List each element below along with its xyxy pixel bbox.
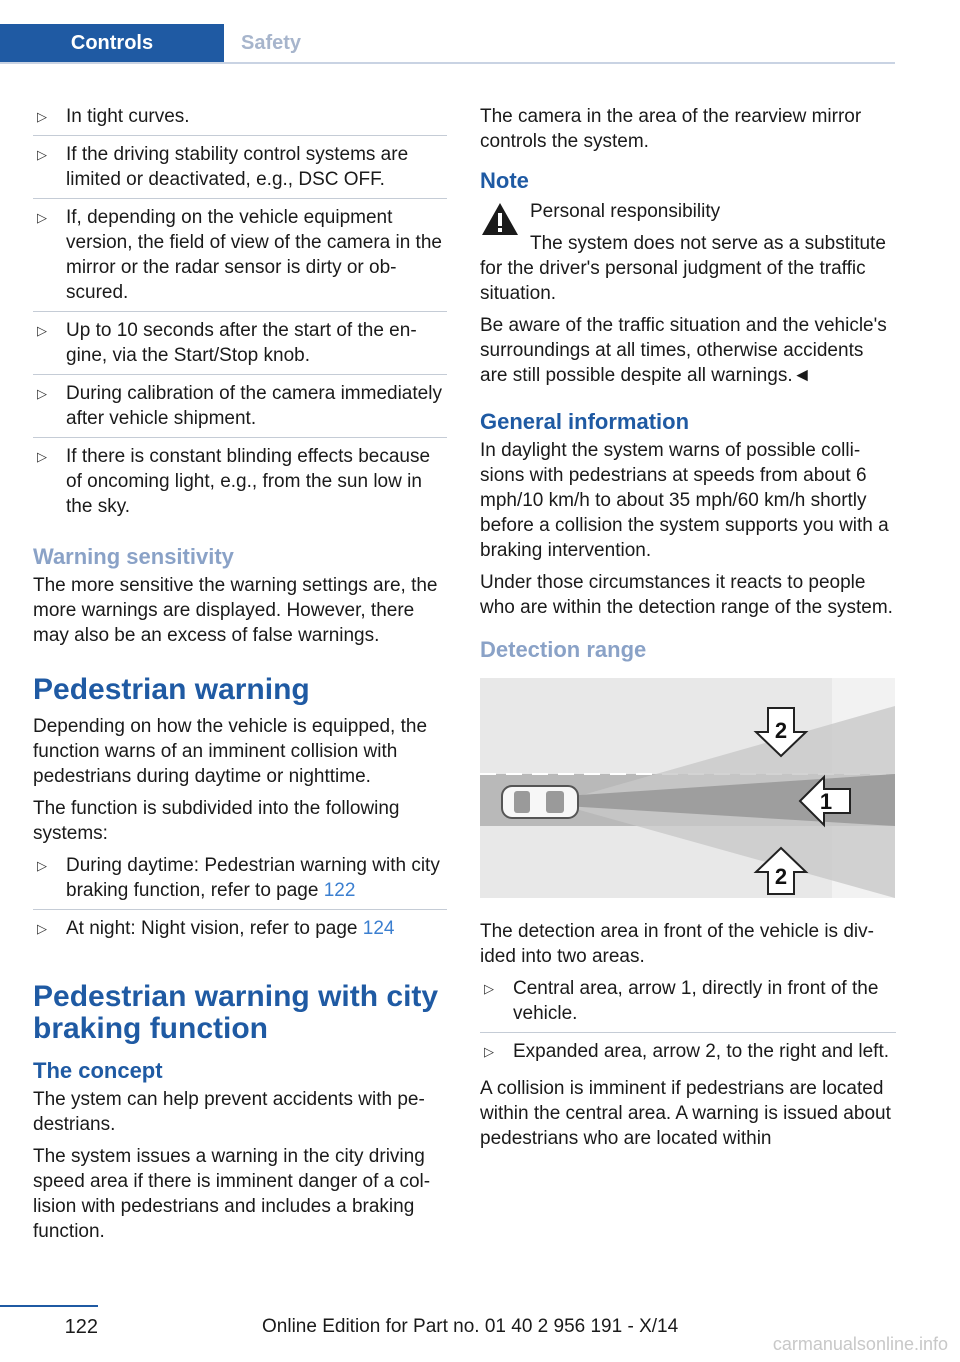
list-item: ▷ If there is constant blinding effects because of oncoming light, e.g., from the sun low in the sky. <box>37 446 431 517</box>
list-item: ▷ If, depending on the vehicle equipment version, the field of view of the camera in the mirror or the radar sensor is dirty or obscured. <box>33 205 447 312</box>
detection-areas-list <box>480 976 896 1070</box>
tab-safety[interactable]: Safety <box>224 24 318 62</box>
list-item: ▷ Up to 10 seconds after the start of the engine, via the Start/Stop knob. <box>33 318 447 375</box>
right-column <box>480 104 896 1158</box>
note-title: Personal responsibility <box>530 201 721 222</box>
triangle-bullet-icon: ▷ <box>37 858 47 873</box>
pedestrian-systems-list <box>33 853 447 947</box>
triangle-bullet-icon: ▷ <box>484 1044 494 1059</box>
page-link-122[interactable]: 122 <box>323 880 356 901</box>
triangle-bullet-icon: ▷ <box>37 147 47 162</box>
general-information-text: In daylight the system warns of possible collisions with pedestrians at speeds from about 6 mph/10 km/h to about 35 mph/60 km/h shortly before a collision the system supports you with a braking intervention. <box>480 440 889 561</box>
triangle-bullet-icon: ▷ <box>37 449 47 464</box>
edition-footer: Online Edition for Part no. 01 40 2 956 191 - X/14 <box>262 1316 679 1337</box>
detection-text: The detection area in front of the vehicle is divided into two areas. <box>480 921 874 967</box>
page-link-124[interactable]: 124 <box>362 918 395 939</box>
warning-sensitivity-text: The more sensitive the warning settings are, the more warnings are displayed. However, there may also be an excess of false warnings. <box>33 575 438 646</box>
general-information-text-2: Under those circumstances it reacts to people who are within the detection range of the system. <box>480 572 893 618</box>
list-item: ▷ Central area, arrow 1, directly in front of the vehicle. <box>480 976 896 1033</box>
limitations-list <box>33 104 447 525</box>
camera-intro-text: The camera in the area of the rearview mirror controls the system. <box>480 106 862 152</box>
left-column <box>33 104 447 1251</box>
triangle-bullet-icon: ▷ <box>37 386 47 401</box>
note-text-2: Be aware of the traffic situation and the vehicle's surroundings at all times, otherwise accidents are still possible despite all warnings.◄ <box>480 315 887 386</box>
warning-triangle-icon <box>480 201 520 237</box>
concept-text-2: The system issues a warning in the city driving speed area if there is imminent danger of a collision with pedestrians and includes a braking function. <box>33 1146 431 1242</box>
note-box <box>480 199 896 306</box>
page-number: 122 <box>64 1316 98 1338</box>
page-number-rule <box>0 1305 98 1307</box>
list-item: ▷ During daytime: Pedestrian warning with city braking function, refer to page 122 <box>33 853 447 910</box>
list-item: ▷ If the driving stability control systems are limited or deactivated, e.g., DSC OFF. <box>33 142 447 199</box>
diagram-label-2-bottom: 2 <box>774 864 788 889</box>
list-item: ▷ During calibration of the camera immediately after vehicle shipment. <box>33 381 447 438</box>
detection-range-heading: Detection range <box>480 637 647 662</box>
general-information-heading: General information <box>480 409 690 434</box>
list-item: ▷ At night: Night vision, refer to page 124 <box>37 918 395 939</box>
triangle-bullet-icon: ▷ <box>37 921 47 936</box>
note-text: The system does not serve as a substitute for the driver's personal judgment of the traffic situation. <box>480 233 886 304</box>
pedestrian-warning-subtext: The function is subdivided into the following systems: <box>33 798 400 844</box>
concept-text: The ystem can help prevent accidents with pedestrians. <box>33 1089 425 1135</box>
collision-text: A collision is imminent if pedestrians are located within the central area. A warning is issued about pedestrians who are located within <box>480 1078 891 1149</box>
diagram-label-2-top: 2 <box>774 718 788 743</box>
chapter-tab-bar <box>0 24 895 64</box>
triangle-bullet-icon: ▷ <box>484 981 494 996</box>
pedestrian-warning-heading: Pedestrian warning <box>33 673 310 706</box>
list-item: ▷ Expanded area, arrow 2, to the right and left. <box>484 1041 890 1062</box>
warning-sensitivity-heading: Warning sensitivity <box>33 544 234 569</box>
pedestrian-warning-text: Depending on how the vehicle is equipped, the function warns of an imminent collision with pedestrians during daytime or nighttime. <box>33 716 428 787</box>
triangle-bullet-icon: ▷ <box>37 210 47 225</box>
note-heading: Note <box>480 168 529 193</box>
diagram-label-1: 1 <box>819 789 833 814</box>
list-item: ▷ In tight curves. <box>33 104 447 136</box>
city-braking-heading: Pedestrian warning with city braking function <box>33 980 439 1045</box>
triangle-bullet-icon: ▷ <box>37 109 47 124</box>
watermark: carmanualsonline.info <box>772 1334 948 1354</box>
concept-heading: The concept <box>33 1058 163 1083</box>
triangle-bullet-icon: ▷ <box>37 323 47 338</box>
tab-controls[interactable]: Controls <box>0 24 224 62</box>
detection-range-diagram <box>480 678 895 898</box>
